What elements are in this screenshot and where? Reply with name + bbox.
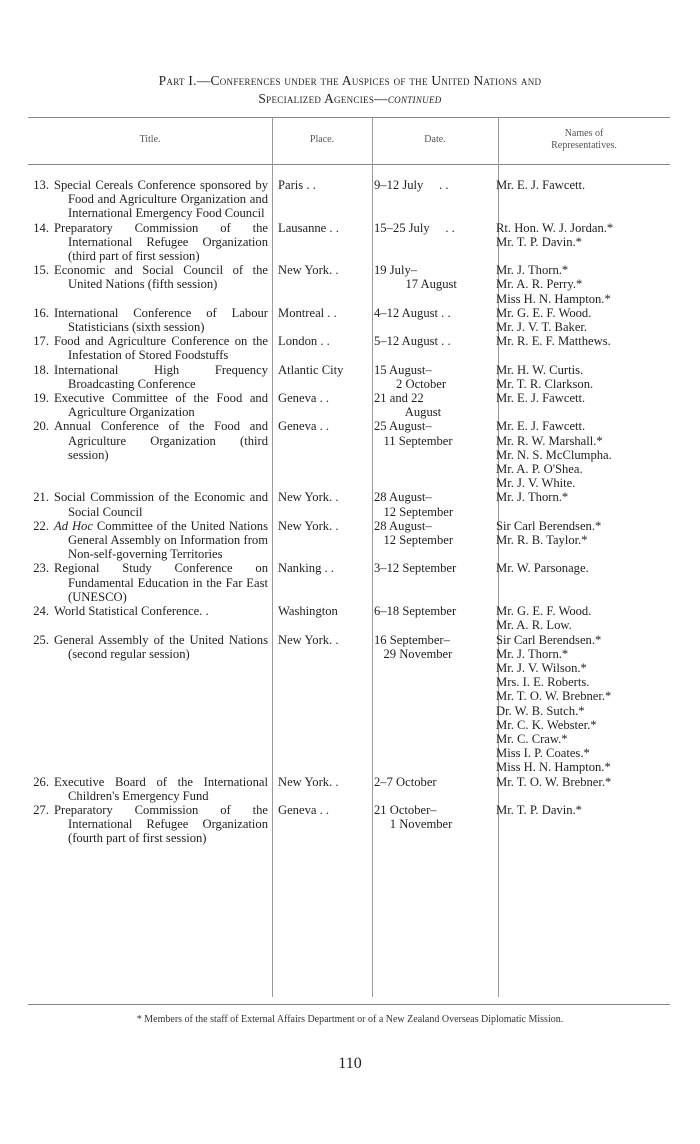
page-number: 110 — [338, 1055, 362, 1072]
representatives-list — [490, 306, 670, 334]
table-row — [28, 490, 670, 518]
conference-place: New York. . — [278, 263, 339, 278]
column-header-representatives — [498, 128, 670, 152]
header-bottom-rule — [28, 164, 670, 165]
title-text: Committee of the United Nations General Assembly on Information from Non-self-governing Territories — [68, 518, 268, 562]
representative-name: Mr. J. Thorn.* — [496, 646, 569, 661]
reps-header-line-1: Names of — [564, 128, 604, 139]
conference-title: International Conference of Labour Statisticians (sixth session) — [54, 305, 268, 335]
representatives-list — [490, 775, 670, 803]
title-line-2-text: Specialized Agencies— — [258, 91, 388, 106]
representative-name: Mr. A. R. Low. — [496, 618, 572, 633]
representative-name: Mr. G. E. F. Wood. — [496, 305, 592, 320]
title-prefix: Ad Hoc — [54, 518, 93, 533]
representative-name: Mr. T. O. W. Brebner.* — [496, 774, 612, 789]
representative-name: Mr. R. E. F. Matthews. — [496, 334, 611, 349]
table-row — [28, 334, 670, 362]
conference-title: Executive Board of the International Children's Emergency Fund — [54, 774, 268, 803]
representative-name: Mr. J. V. Wilson.* — [496, 660, 587, 675]
representatives-list — [490, 263, 670, 306]
conference-date: 21 October– 1 November — [374, 802, 453, 832]
conference-place: New York. . — [278, 490, 339, 505]
representative-name: Mr. A. R. Perry.* — [496, 277, 583, 292]
conference-title: Social Commission of the Economic and Social Council — [54, 490, 268, 519]
conference-place: Lausanne . . — [278, 220, 339, 235]
conference-title: Annual Conference of the Food and Agriculture Organization (third session) — [54, 419, 268, 462]
column-header-title: Title. — [139, 134, 161, 145]
conference-title: Food and Agriculture Conference on the Infestation of Stored Foodstuffs — [54, 334, 268, 363]
conference-place: New York. . — [278, 774, 339, 789]
conference-date: 3–12 September — [374, 561, 457, 576]
representatives-list — [490, 604, 670, 632]
footnote-rule — [28, 1004, 670, 1005]
header-top-rule — [28, 117, 670, 118]
row-number: 22. — [33, 518, 49, 533]
row-number: 19. — [33, 391, 49, 406]
conference-place: New York. . — [278, 632, 339, 647]
representative-name: Miss H. N. Hampton.* — [496, 760, 611, 775]
conference-date: 15–25 July . . — [374, 220, 455, 235]
table-row — [28, 178, 670, 221]
representative-name: Mr. J. Thorn.* — [496, 263, 569, 278]
table-row — [28, 604, 670, 632]
representatives-list — [490, 419, 670, 490]
representatives-list — [490, 561, 670, 604]
column-header-date: Date. — [424, 134, 446, 145]
representative-name: Mr. E. J. Fawcett. — [496, 419, 586, 434]
row-number: 23. — [33, 561, 49, 576]
representative-name: Miss H. N. Hampton.* — [496, 291, 611, 306]
representative-name: Mr. T. R. Clarkson. — [496, 376, 594, 391]
representatives-list — [490, 221, 670, 264]
representative-name: Rt. Hon. W. J. Jordan.* — [496, 220, 614, 235]
representative-name: Mr. C. K. Webster.* — [496, 717, 597, 732]
conference-place: Nanking . . — [278, 561, 334, 576]
footnote: * Members of the staff of External Affairs Department or of a New Zealand Overseas Diplomatic Mission. — [136, 1014, 564, 1025]
conference-title: Executive Committee of the Food and Agriculture Organization — [54, 391, 268, 420]
row-number: 21. — [33, 490, 49, 505]
table-row — [28, 419, 670, 490]
table-row — [28, 519, 670, 562]
conference-date: 16 September– 29 November — [374, 632, 453, 661]
conference-place: Paris . . — [278, 178, 316, 192]
conference-date: 15 August– 2 October — [374, 362, 447, 391]
reps-header-line-2: Representatives. — [551, 140, 617, 151]
row-number: 24. — [33, 604, 49, 619]
column-header-place: Place. — [309, 134, 335, 145]
representative-name: Mrs. I. E. Roberts. — [496, 675, 590, 690]
conference-date: 4–12 August . . — [374, 305, 451, 320]
representative-name: Mr. W. Parsonage. — [496, 561, 589, 576]
conference-date: 2–7 October — [374, 774, 437, 789]
conference-title: World Statistical Conference. . — [54, 604, 209, 619]
row-number: 15. — [33, 263, 49, 278]
conference-place: Montreal . . — [278, 305, 337, 320]
row-number: 17. — [33, 334, 49, 349]
row-number: 16. — [33, 305, 49, 320]
row-number: 13. — [33, 178, 49, 192]
conference-title: Special Cereals Conference sponsored by Food and Agriculture Organization and International Emergency Food Council — [54, 178, 268, 221]
representative-name: Miss I. P. Coates.* — [496, 746, 590, 761]
representative-name: Mr. N. S. McClumpha. — [496, 447, 612, 462]
representatives-list — [490, 391, 670, 419]
representative-name: Mr. C. Craw.* — [496, 731, 568, 746]
representative-name: Mr. J. Thorn.* — [496, 490, 569, 505]
representative-name: Sir Carl Berendsen.* — [496, 518, 602, 533]
representatives-list — [490, 334, 670, 362]
representative-name: Mr. R. W. Marshall.* — [496, 433, 603, 448]
conference-table — [28, 178, 670, 846]
conference-place: Washington — [278, 604, 338, 619]
conference-date: 5–12 August . . — [374, 334, 451, 349]
representative-name: Mr. E. J. Fawcett. — [496, 391, 586, 406]
conference-date: 6–18 September — [374, 604, 457, 619]
page-title — [20, 72, 680, 108]
row-number: 25. — [33, 632, 49, 647]
table-row — [28, 633, 670, 775]
representatives-list — [490, 633, 670, 775]
conference-place: Atlantic City — [278, 362, 344, 377]
row-number: 27. — [33, 802, 49, 817]
representative-name: Mr. G. E. F. Wood. — [496, 604, 592, 619]
conference-date: 21 and 22 August — [374, 391, 442, 420]
representative-name: Mr. R. B. Taylor.* — [496, 533, 588, 548]
representative-name: Mr. T. O. W. Brebner.* — [496, 689, 612, 704]
conference-place: London . . — [278, 334, 330, 349]
conference-place: New York. . — [278, 518, 339, 533]
representative-name: Mr. J. V. T. Baker. — [496, 320, 588, 335]
conference-title: General Assembly of the United Nations (second regular session) — [54, 632, 268, 661]
table-row — [28, 803, 670, 846]
representative-name: Dr. W. B. Sutch.* — [496, 703, 585, 718]
table-row — [28, 391, 670, 419]
continued-label: continued — [387, 91, 442, 106]
representatives-list — [490, 519, 670, 562]
conference-place: Geneva . . — [278, 419, 330, 434]
conference-title: Preparatory Commission of the International Refugee Organization (fourth part of first session) — [54, 802, 268, 846]
representative-name: Mr. H. W. Curtis. — [496, 362, 584, 377]
representatives-list — [490, 363, 670, 391]
conference-date: 28 August– 12 September — [374, 490, 454, 519]
conference-title: Economic and Social Council of the United Nations (fifth session) — [54, 263, 268, 292]
table-row — [28, 561, 670, 604]
representative-name: Mr. E. J. Fawcett. — [496, 178, 586, 192]
table-row — [28, 363, 670, 391]
title-line-2 — [20, 90, 680, 108]
row-number: 18. — [33, 362, 49, 377]
conference-date: 25 August– 11 September — [374, 419, 453, 448]
row-number: 14. — [33, 220, 49, 235]
representatives-list — [490, 803, 670, 846]
row-number: 26. — [33, 774, 49, 789]
representative-name: Sir Carl Berendsen.* — [496, 632, 602, 647]
table-row — [28, 775, 670, 803]
table-row — [28, 221, 670, 264]
conference-date: 19 July– 17 August — [374, 263, 457, 292]
representatives-list — [490, 178, 670, 221]
conference-title — [54, 519, 268, 562]
conference-place: Geneva . . — [278, 802, 330, 817]
conference-title: Regional Study Conference on Fundamental Education in the Far East (UNESCO) — [54, 561, 268, 604]
table-row — [28, 263, 670, 306]
representative-name: Mr. A. P. O'Shea. — [496, 462, 583, 477]
conference-title: International High Frequency Broadcasting Conference — [54, 362, 268, 391]
representative-name: Mr. T. P. Davin.* — [496, 234, 582, 249]
table-row — [28, 306, 670, 334]
representative-name: Mr. T. P. Davin.* — [496, 802, 582, 817]
representative-name: Mr. J. V. White. — [496, 476, 576, 491]
title-line-1: Part I.—Conferences under the Auspices of the United Nations and — [158, 73, 542, 88]
conference-title: Preparatory Commission of the International Refugee Organization (third part of first session) — [54, 220, 268, 264]
conference-date: 9–12 July . . — [374, 178, 449, 192]
conference-place: Geneva . . — [278, 391, 330, 406]
representatives-list — [490, 490, 670, 518]
row-number: 20. — [33, 419, 49, 434]
conference-date: 28 August– 12 September — [374, 518, 454, 548]
